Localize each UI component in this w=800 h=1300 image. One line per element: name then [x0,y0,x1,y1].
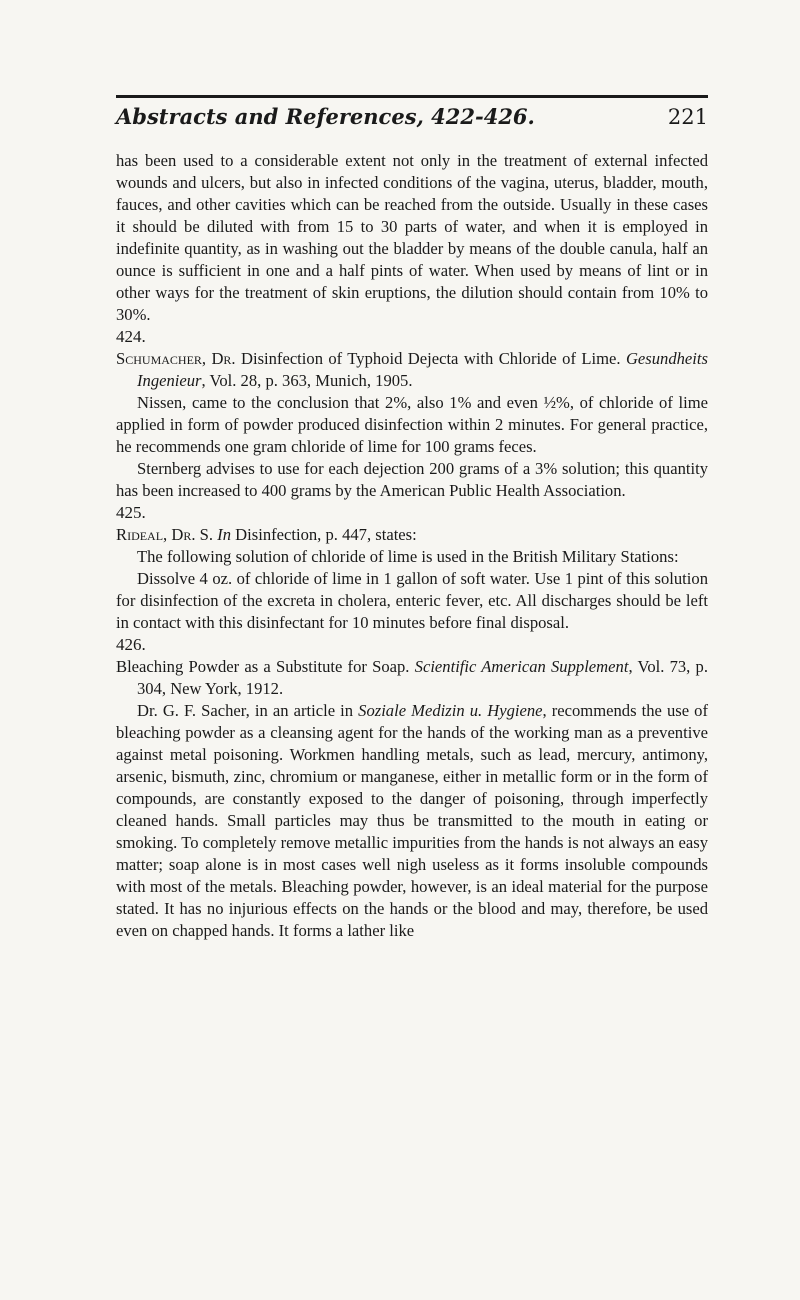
citation-424 [116,348,708,392]
page-body [116,150,708,942]
paragraph: Dissolve 4 oz. of chloride of lime in 1 gallon of soft water. Use 1 pint of this solution for disinfection of the excreta in cholera, enteric fever, etc. All discharges should be left in contact with this disinfectant for 10 minutes before final disposal. [116,569,708,632]
citation-source-tail: , Vol. 28, p. 363, Munich, 1905. [201,371,413,390]
running-header [116,104,708,134]
citation-in-label: In [217,525,231,544]
citation-426 [116,656,708,700]
entry-number-426: 426. [116,635,146,654]
citation-425 [116,524,708,546]
header-rule [116,95,708,98]
citation-source: Gesundheits Ingenieur [137,349,708,390]
paragraph-italic: Soziale Medizin u. Hygiene [358,701,543,720]
paragraph: Nissen, came to the conclusion that 2%, also 1% and even ½%, of chloride of lime applied in form of powder produced disinfection within 2 minutes. For general practice, he recommends one gram chloride of lime for 100 grams feces. [116,393,708,456]
entry-number-424: 424. [116,327,146,346]
entry-number-425: 425. [116,503,146,522]
paragraph [116,700,708,942]
running-title: Abstracts and References, 422-426. [116,104,535,129]
citation-source: Scientific American Supplement [414,657,629,676]
paragraph-text: Dr. G. F. Sacher, in an article in [137,701,359,720]
citation-author: Schumacher, Dr. [116,349,236,368]
paragraph: Sternberg advises to use for each dejection 200 grams of a 3% solution; this quantity has been increased to 400 grams by the American Public Health Association. [116,459,708,500]
citation-author: Rideal, Dr. S. [116,525,214,544]
page-number: 221 [667,105,708,129]
paragraph-text: , recommends the use of bleaching powder as a cleansing agent for the hands of the working man as a preventive against metal poisoning. Workmen handling metals, such as lead, mercury, antimony, arsenic, bismuth, zinc, chromium or manganese, either in metallic form or in the form of compounds, are constantly exposed to the danger of poisoning, through imperfectly cleaned hands. Small particles may thus be transmitted to the mouth in eating or smoking. To completely remove metallic impurities from the hands is not always an easy matter; soap alone is in most cases well nigh useless as it forms insoluble compounds with most of the metals. Bleaching powder, however, is an ideal material for the purpose stated. It has no injurious effects on the hands or the blood and may, therefore, be used even on chapped hands. It forms a lather like [116,701,708,940]
paragraph: The following solution of chloride of lime is used in the British Military Stations: [137,547,679,566]
continuation-paragraph: has been used to a considerable extent not only in the treatment of external infected wounds and ulcers, but also in infected conditions of the vagina, uterus, bladder, mouth, fauces, and other cavities which can be reached from the outside. Usually in these cases it should be diluted with from 15 to 30 parts of water, and when it is employed in indefinite quantity, as in washing out the bladder by means of the double canula, half an ounce is sufficient in one and a half pints of water. When used by means of lint or in other ways for the treatment of skin eruptions, the dilution should contain from 10% to 30%. [116,151,708,324]
citation-title: Bleaching Powder as a Substitute for Soap. [116,657,410,676]
citation-title: Disinfection, p. 447, states: [235,525,417,544]
citation-source-tail: , Vol. 73, p. 304, New York, 1912. [137,657,708,698]
citation-title: Disinfection of Typhoid Dejecta with Chloride of Lime. [240,349,621,368]
